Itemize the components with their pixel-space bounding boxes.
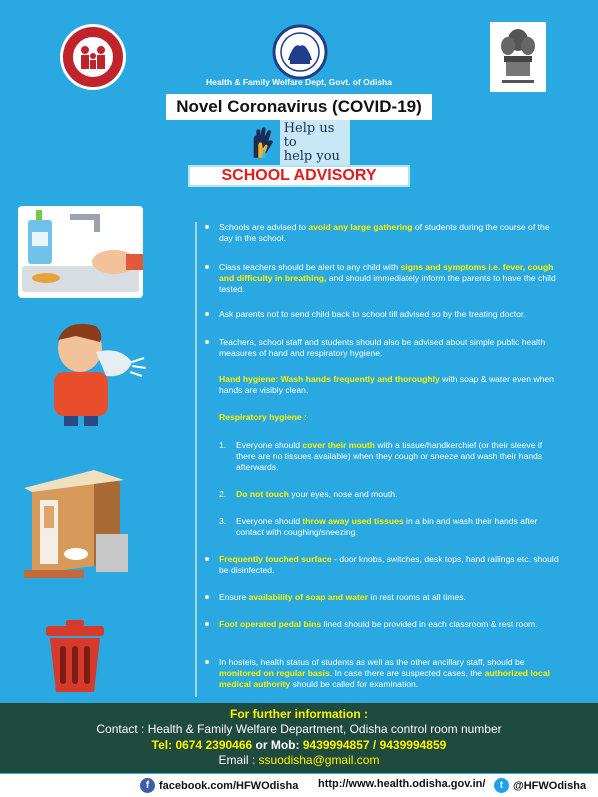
advisory-text: Schools are advised to avoid any large gathering of students during the course of the day in the school. [219, 222, 550, 243]
advisory-text: In hostels, health status of students as well as the other ancillary staff, should be monitored on regular basis. In case there are suspected cases, the authorized local medical authority should be called for examination. [219, 657, 550, 689]
advisory-item [205, 262, 563, 295]
bullet-icon [205, 595, 209, 599]
advisory-text: Class teachers should be alert to any child with signs and symptoms i.e. fever, cough and difficulty in breathing, and should immediately inform the parents to have the child tested. [219, 262, 556, 294]
mobile-number[interactable]: 9439994857 / 9439994859 [302, 738, 447, 752]
vertical-divider [195, 222, 197, 697]
dustbin-icon [44, 620, 106, 692]
advisory-text: Frequently touched surface - door knobs, switches, desk tops, hand railings etc. should be disinfected. [219, 554, 559, 575]
numbered-item: 2. Do not touch your eyes, nose and mouth. [205, 489, 563, 500]
bullet-icon [205, 340, 209, 344]
facebook-icon: f [140, 778, 155, 793]
odisha-govt-emblem [268, 22, 332, 82]
advisory-text: Teachers, school staff and students should also be advised about simple public health measures of hand and respiratory hygiene. [219, 337, 546, 358]
email-link[interactable]: ssuodisha@gmail.com [258, 753, 380, 767]
advisory-text: Everyone should throw away used tissues in a bin and wash their hands after contact with coughing/sneezing. [236, 516, 538, 537]
social-bar [0, 774, 598, 797]
help-line-2: help you [283, 149, 340, 164]
advisory-text: Ask parents not to send child back to school till advised so by the treating doctor. [219, 309, 526, 319]
bullet-icon [205, 225, 209, 229]
advisory-item [205, 337, 563, 359]
help-line-1: Help us to [283, 121, 335, 150]
advisory-item [205, 657, 563, 690]
footer-heading: For further information : [230, 707, 368, 721]
contact-footer [0, 703, 598, 773]
advisory-heading: SCHOOL ADVISORY [188, 165, 410, 187]
advisory-item [205, 554, 563, 576]
advisory-text: Everyone should cover their mouth with a tissue/handkerchief (or their sleeve if there are no tissues available) when they cough or sneeze and wash their hands afterwards. [236, 440, 543, 472]
handwashing-illustration [18, 206, 143, 298]
advisory-text: Hand hygiene: Wash hands frequently and thoroughly with soap & water even when hands are visibly clean. [219, 374, 554, 395]
footer-email: Email : ssuodisha@gmail.com [218, 753, 380, 767]
footer-phone: Tel: 0674 2390466 or Mob: 9439994857 / 9439994859 [151, 738, 447, 752]
hand-hygiene-item [205, 374, 563, 396]
respiratory-hygiene-heading: Respiratory hygiene : [219, 412, 307, 422]
advisory-text: Ensure availability of soap and water in rest rooms at all times. [219, 592, 466, 602]
numbered-item: 1. Everyone should cover their mouth with a tissue/handkerchief (or their sleeve if there are no tissues available) when they cough or sneeze and wash their hands afterwards. [205, 440, 563, 473]
facebook-link[interactable]: f facebook.com/HFWOdisha [140, 778, 298, 793]
helping-hands-icon [250, 125, 276, 161]
advisory-item [205, 309, 563, 320]
twitter-link[interactable]: t @HFWOdisha [494, 778, 586, 793]
advisory-item [205, 619, 563, 630]
page-title: Novel Coronavirus (COVID-19) [166, 94, 432, 120]
bullet-icon [205, 557, 209, 561]
phone-number[interactable]: 0674 2390466 [175, 738, 253, 752]
bullet-icon [205, 622, 209, 626]
numbered-item: 3. Everyone should throw away used tissues in a bin and wash their hands after contact with coughing/sneezing. [205, 516, 563, 538]
advisory-item [205, 592, 563, 603]
twitter-icon: t [494, 778, 509, 793]
advisory-item [205, 222, 563, 244]
bullet-icon [205, 312, 209, 316]
sneezing-boy-illustration [36, 318, 148, 428]
department-name: Health & Family Welfare Dept, Govt. of Odisha [206, 77, 392, 87]
advisory-text: Foot operated pedal bins lined should be provided in each classroom & rest room. [219, 619, 538, 629]
restroom-illustration [24, 470, 132, 582]
footer-contact: Contact : Health & Family Welfare Department, Odisha control room number [96, 722, 502, 736]
website-link[interactable]: http://www.health.odisha.gov.in/ [318, 778, 486, 790]
help-us-badge [250, 121, 350, 164]
bullet-icon [205, 265, 209, 269]
advisory-text: Do not touch your eyes, nose and mouth. [236, 489, 398, 499]
bullet-icon [205, 660, 209, 664]
